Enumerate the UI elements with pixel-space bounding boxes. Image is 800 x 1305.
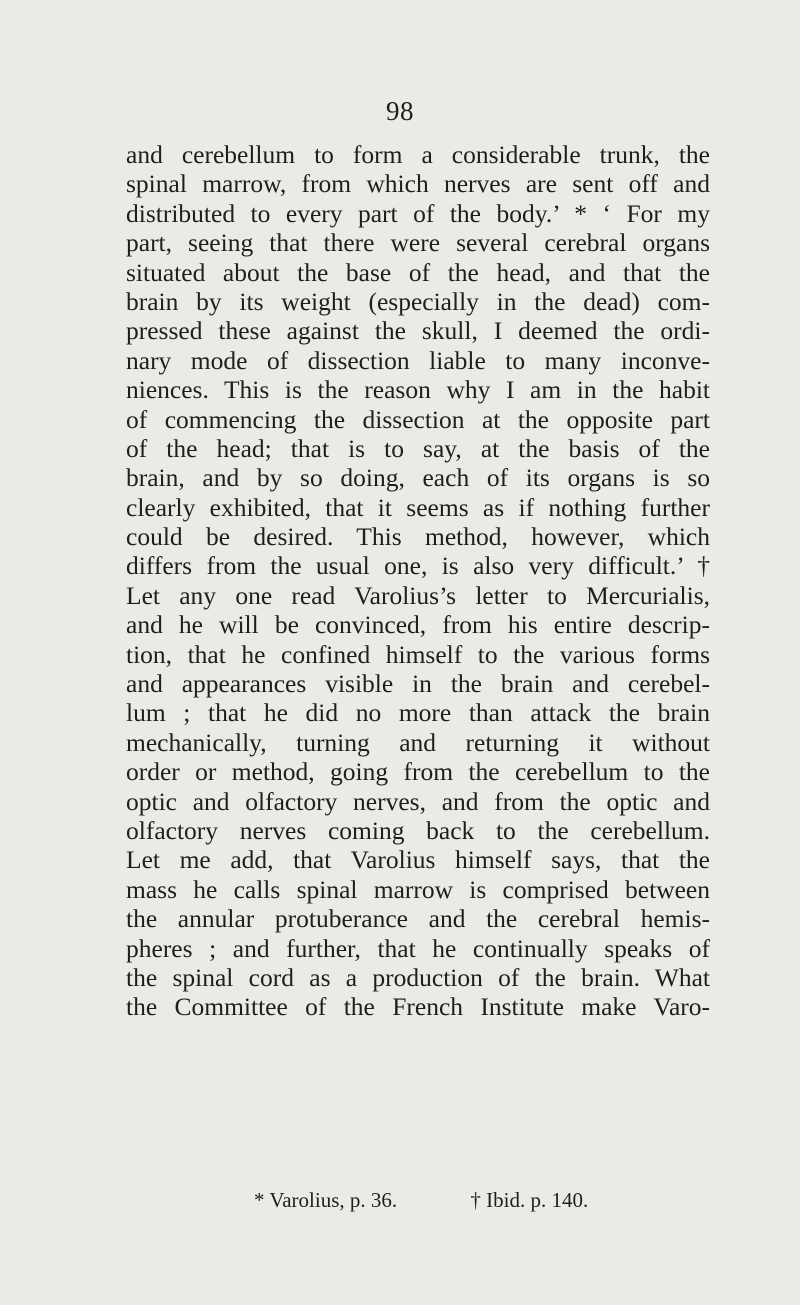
text-line: situated about the base of the head, and that the xyxy=(126,257,710,287)
footnotes xyxy=(254,1188,754,1213)
page-number: 98 xyxy=(386,96,414,126)
text-line: tion, that he confined himself to the various forms xyxy=(126,639,710,669)
text-line: and appearances visible in the brain and cerebel- xyxy=(126,669,710,699)
text-line: brain, and by so doing, each of its organs is so xyxy=(126,463,710,493)
text-line: order or method, going from the cerebellum to the xyxy=(126,757,710,787)
text-line: and cerebellum to form a considerable trunk, the xyxy=(126,140,710,169)
text-line: of the head; that is to say, at the basis of the xyxy=(126,433,710,463)
text-line: pheres ; and further, that he continually speaks of xyxy=(126,933,710,963)
text-line: spinal marrow, from which nerves are sent off and xyxy=(126,169,710,199)
footnote: * Varolius, p. 36. xyxy=(254,1188,398,1212)
text-line: niences. This is the reason why I am in the habit xyxy=(126,375,710,405)
text-line: pressed these against the skull, I deemed the ordi- xyxy=(126,316,710,346)
text-line: mechanically, turning and returning it without xyxy=(126,727,710,757)
footnote: † Ibid. p. 140. xyxy=(470,1188,589,1212)
text-line: the spinal cord as a production of the brain. What xyxy=(126,962,710,992)
text-line: olfactory nerves coming back to the cerebellum. xyxy=(126,815,710,845)
text-line: clearly exhibited, that it seems as if nothing further xyxy=(126,492,710,522)
text-line: distributed to every part of the body.’ * ‘ For my xyxy=(126,198,710,228)
text-line: optic and olfactory nerves, and from the optic and xyxy=(126,786,710,816)
text-line: lum ; that he did no more than attack the brain xyxy=(126,698,710,728)
text-line: of commencing the dissection at the opposite part xyxy=(126,404,710,434)
text-line: Let me add, that Varolius himself says, that the xyxy=(126,845,710,875)
text-line: differs from the usual one, is also very difficult.’ † xyxy=(126,551,710,581)
text-line: the Committee of the French Institute make Varo- xyxy=(126,992,710,1022)
text-line: the annular protuberance and the cerebral hemis- xyxy=(126,904,710,934)
text-line: mass he calls spinal marrow is comprised between xyxy=(126,874,710,904)
text-line: and he will be convinced, from his entire descrip- xyxy=(126,610,710,640)
text-line: could be desired. This method, however, which xyxy=(126,522,710,552)
text-line: brain by its weight (especially in the dead) com- xyxy=(126,286,710,316)
text-line: nary mode of dissection liable to many inconve- xyxy=(126,345,710,375)
body-text xyxy=(126,140,710,1022)
text-line: Let any one read Varolius’s letter to Mercurialis, xyxy=(126,580,710,610)
text-line: part, seeing that there were several cerebral organs xyxy=(126,228,710,258)
